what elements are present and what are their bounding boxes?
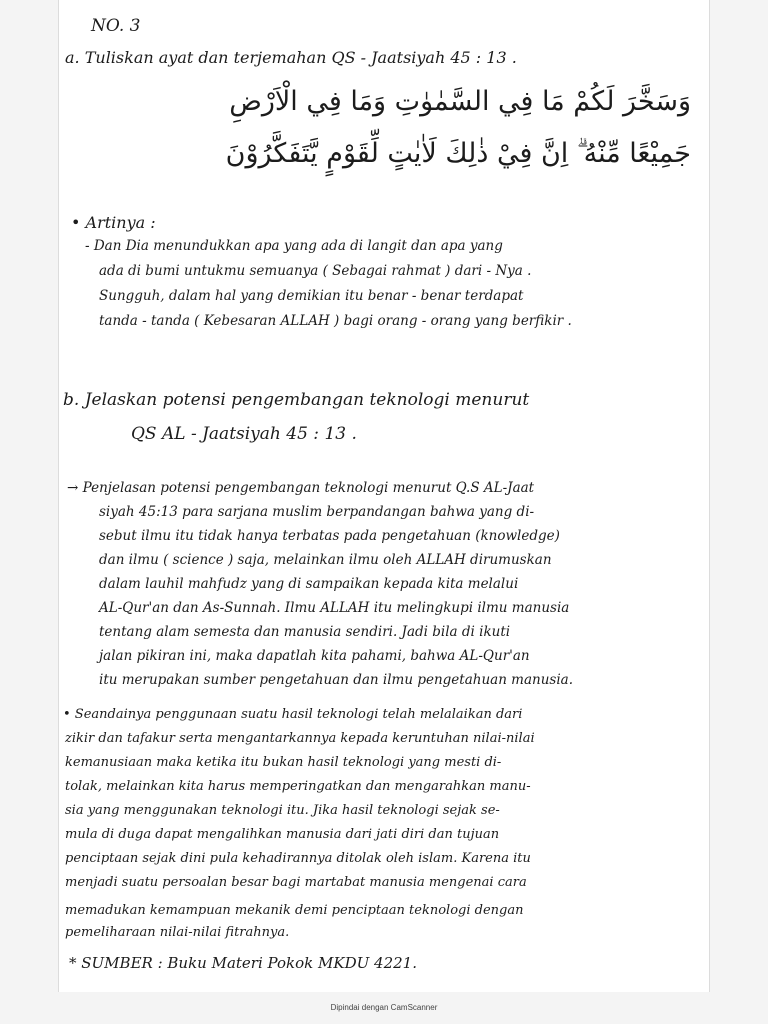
paragraph-line: menjadi suatu persoalan besar bagi martabat manusia mengenai cara [65, 875, 527, 890]
paragraph-line: penciptaan sejak dini pula kehadirannya ditolak oleh islam. Karena itu [65, 851, 531, 866]
paragraph-line: tolak, melainkan kita harus memperingatkan dan mengarahkan manu- [65, 779, 531, 794]
artinya-line: ada di bumi untukmu semuanya ( Sebagai rahmat ) dari - Nya . [99, 263, 532, 279]
closing-line: pemeliharaan nilai-nilai fitrahnya. [65, 925, 290, 940]
closing-line: memadukan kemampuan mekanik demi penciptaan teknologi dengan [65, 903, 524, 918]
paragraph-line: • Seandainya penggunaan suatu hasil teknologi telah melalaikan dari [63, 707, 523, 722]
answer-line: dan ilmu ( science ) saja, melainkan ilmu oleh ALLAH dirumuskan [99, 552, 552, 568]
artinya-line: tanda - tanda ( Kebesaran ALLAH ) bagi orang - orang yang berfikir . [99, 313, 572, 329]
artinya-line: - Dan Dia menundukkan apa yang ada di langit dan apa yang [85, 238, 503, 254]
answer-line: jalan pikiran ini, maka dapatlah kita pahami, bahwa AL-Qur'an [99, 648, 530, 664]
artinya-line: Sungguh, dalam hal yang demikian itu benar - benar terdapat [99, 288, 524, 304]
question-a-prompt: a. Tuliskan ayat dan terjemahan QS - Jaatsiyah 45 : 13 . [65, 48, 517, 67]
answer-line: → Penjelasan potensi pengembangan teknologi menurut Q.S AL-Jaat [67, 480, 535, 496]
answer-line: tentang alam semesta dan manusia sendiri. Jadi bila di ikuti [99, 624, 511, 640]
answer-line: sebut ilmu itu tidak hanya terbatas pada pengetahuan (knowledge) [99, 528, 560, 544]
artinya-label: • Artinya : [71, 213, 156, 232]
question-number: NO. 3 [91, 16, 141, 36]
source-citation: * SUMBER : Buku Materi Pokok MKDU 4221. [69, 954, 417, 972]
paragraph-line: zikir dan tafakur serta mengantarkannya kepada keruntuhan nilai-nilai [65, 731, 535, 746]
answer-line: AL-Qur'an dan As-Sunnah. Ilmu ALLAH itu melingkupi ilmu manusia [99, 600, 570, 616]
paragraph-line: kemanusiaan maka ketika itu bukan hasil teknologi yang mesti di- [65, 755, 502, 770]
answer-line: itu merupakan sumber pengetahuan dan ilmu pengetahuan manusia. [99, 672, 574, 688]
paragraph-line: mula di duga dapat mengalihkan manusia dari jati diri dan tujuan [65, 827, 500, 842]
question-b-prompt: b. Jelaskan potensi pengembangan teknologi menurut [63, 390, 530, 410]
scanned-page [58, 0, 710, 992]
arabic-verse-line-2: جَمِيْعًا مِّنْهُ ۗ اِنَّ فِيْ ذٰلِكَ لَاٰيٰتٍ لِّقَوْمٍ يَّتَفَكَّرُوْنَ [225, 138, 691, 169]
answer-line: siyah 45:13 para sarjana muslim berpandangan bahwa yang di- [99, 504, 535, 520]
arabic-verse-line-1: وَسَخَّرَ لَكُمْ مَا فِي السَّمٰوٰتِ وَمَا فِي الْاَرْضِ [229, 86, 691, 117]
scanner-footer: Dipindai dengan CamScanner [330, 1003, 438, 1012]
paragraph-line: sia yang menggunakan teknologi itu. Jika hasil teknologi sejak se- [65, 803, 500, 818]
answer-line: dalam lauhil mahfudz yang di sampaikan kepada kita melalui [99, 576, 519, 592]
question-b-prompt-cont: QS AL - Jaatsiyah 45 : 13 . [131, 424, 357, 444]
